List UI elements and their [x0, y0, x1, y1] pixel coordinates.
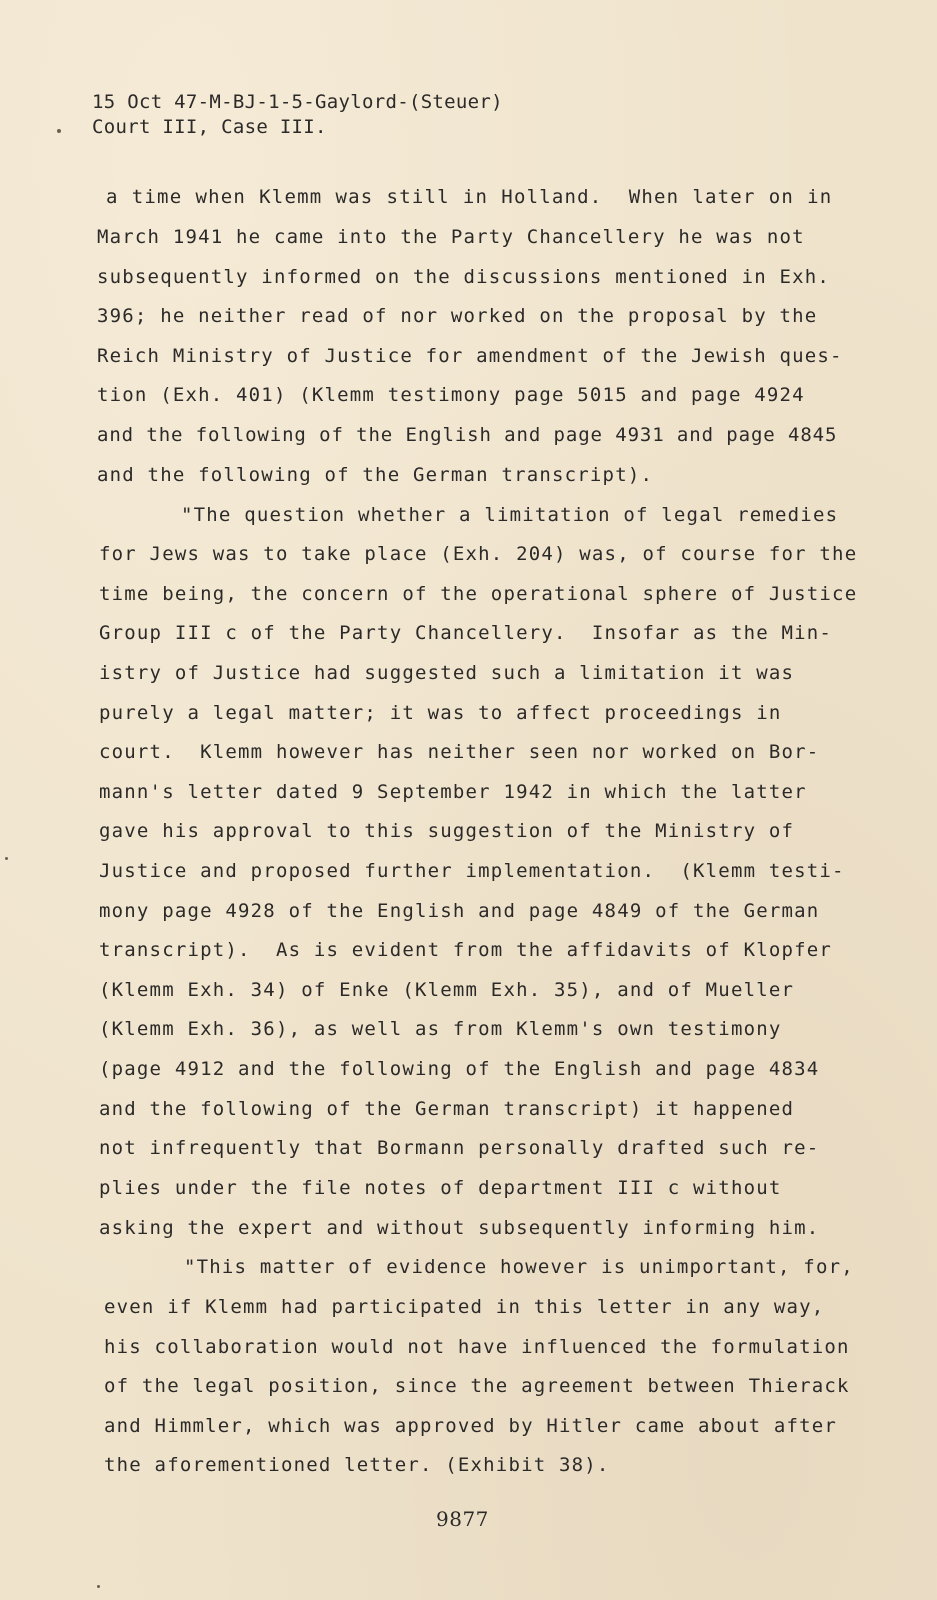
body-line: (Klemm Exh. 34) of Enke (Klemm Exh. 35), and of Mueller — [99, 979, 795, 1001]
body-line: mony page 4928 of the English and page 4849 of the German — [99, 900, 820, 922]
body-line: a time when Klemm was still in Holland. When later on in — [106, 186, 833, 208]
body-line: of the legal position, since the agreement between Thierack — [104, 1375, 850, 1397]
body-line: and the following of the German transcript). — [97, 464, 654, 486]
paper-speck — [57, 129, 61, 133]
body-line: transcript). As is evident from the affidavits of Klopfer — [99, 939, 833, 961]
body-line: (page 4912 and the following of the English and page 4834 — [99, 1058, 820, 1080]
body-line: istry of Justice had suggested such a limitation it was — [99, 662, 795, 684]
body-line: 396; he neither read of nor worked on the proposal by the — [97, 305, 818, 327]
paragraph-start: "This matter of evidence however is unimportant, for, — [184, 1256, 854, 1278]
header-court-case: Court III, Case III. — [92, 116, 327, 138]
paper-speck — [5, 857, 8, 860]
body-line: Group III c of the Party Chancellery. Insofar as the Min- — [99, 622, 833, 644]
document-header — [92, 90, 503, 140]
body-line: March 1941 he came into the Party Chancellery he was not — [97, 226, 805, 248]
body-line: time being, the concern of the operational sphere of Justice — [99, 583, 858, 605]
body-line: (Klemm Exh. 36), as well as from Klemm's own testimony — [99, 1018, 782, 1040]
body-line: for Jews was to take place (Exh. 204) was, of course for the — [99, 543, 858, 565]
body-line: mann's letter dated 9 September 1942 in which the latter — [99, 781, 807, 803]
body-line: and the following of the German transcript) it happened — [99, 1098, 795, 1120]
body-line: and Himmler, which was approved by Hitler came about after — [104, 1415, 838, 1437]
page-number: 9877 — [436, 1507, 489, 1531]
body-line: purely a legal matter; it was to affect proceedings in — [99, 702, 782, 724]
body-line: the aforementioned letter. (Exhibit 38). — [104, 1454, 610, 1476]
body-line: gave his approval to this suggestion of the Ministry of — [99, 820, 795, 842]
body-line: Reich Ministry of Justice for amendment of the Jewish ques- — [97, 345, 843, 367]
body-line: Justice and proposed further implementation. (Klemm testi- — [99, 860, 845, 882]
header-reference: 15 Oct 47-M-BJ-1-5-Gaylord-(Steuer) — [92, 91, 503, 113]
paragraph-start: "The question whether a limitation of legal remedies — [181, 504, 839, 526]
body-line: his collaboration would not have influenced the formulation — [104, 1336, 850, 1358]
body-line: tion (Exh. 401) (Klemm testimony page 5015 and page 4924 — [97, 384, 805, 406]
body-line: and the following of the English and page 4931 and page 4845 — [97, 424, 838, 446]
body-line: not infrequently that Bormann personally drafted such re- — [99, 1137, 820, 1159]
body-line: subsequently informed on the discussions mentioned in Exh. — [97, 266, 831, 288]
body-line: plies under the file notes of department III c without — [99, 1177, 782, 1199]
paper-speck — [97, 1585, 100, 1588]
body-line: court. Klemm however has neither seen nor worked on Bor- — [99, 741, 820, 763]
body-line: asking the expert and without subsequently informing him. — [99, 1217, 820, 1239]
body-line: even if Klemm had participated in this letter in any way, — [104, 1296, 825, 1318]
